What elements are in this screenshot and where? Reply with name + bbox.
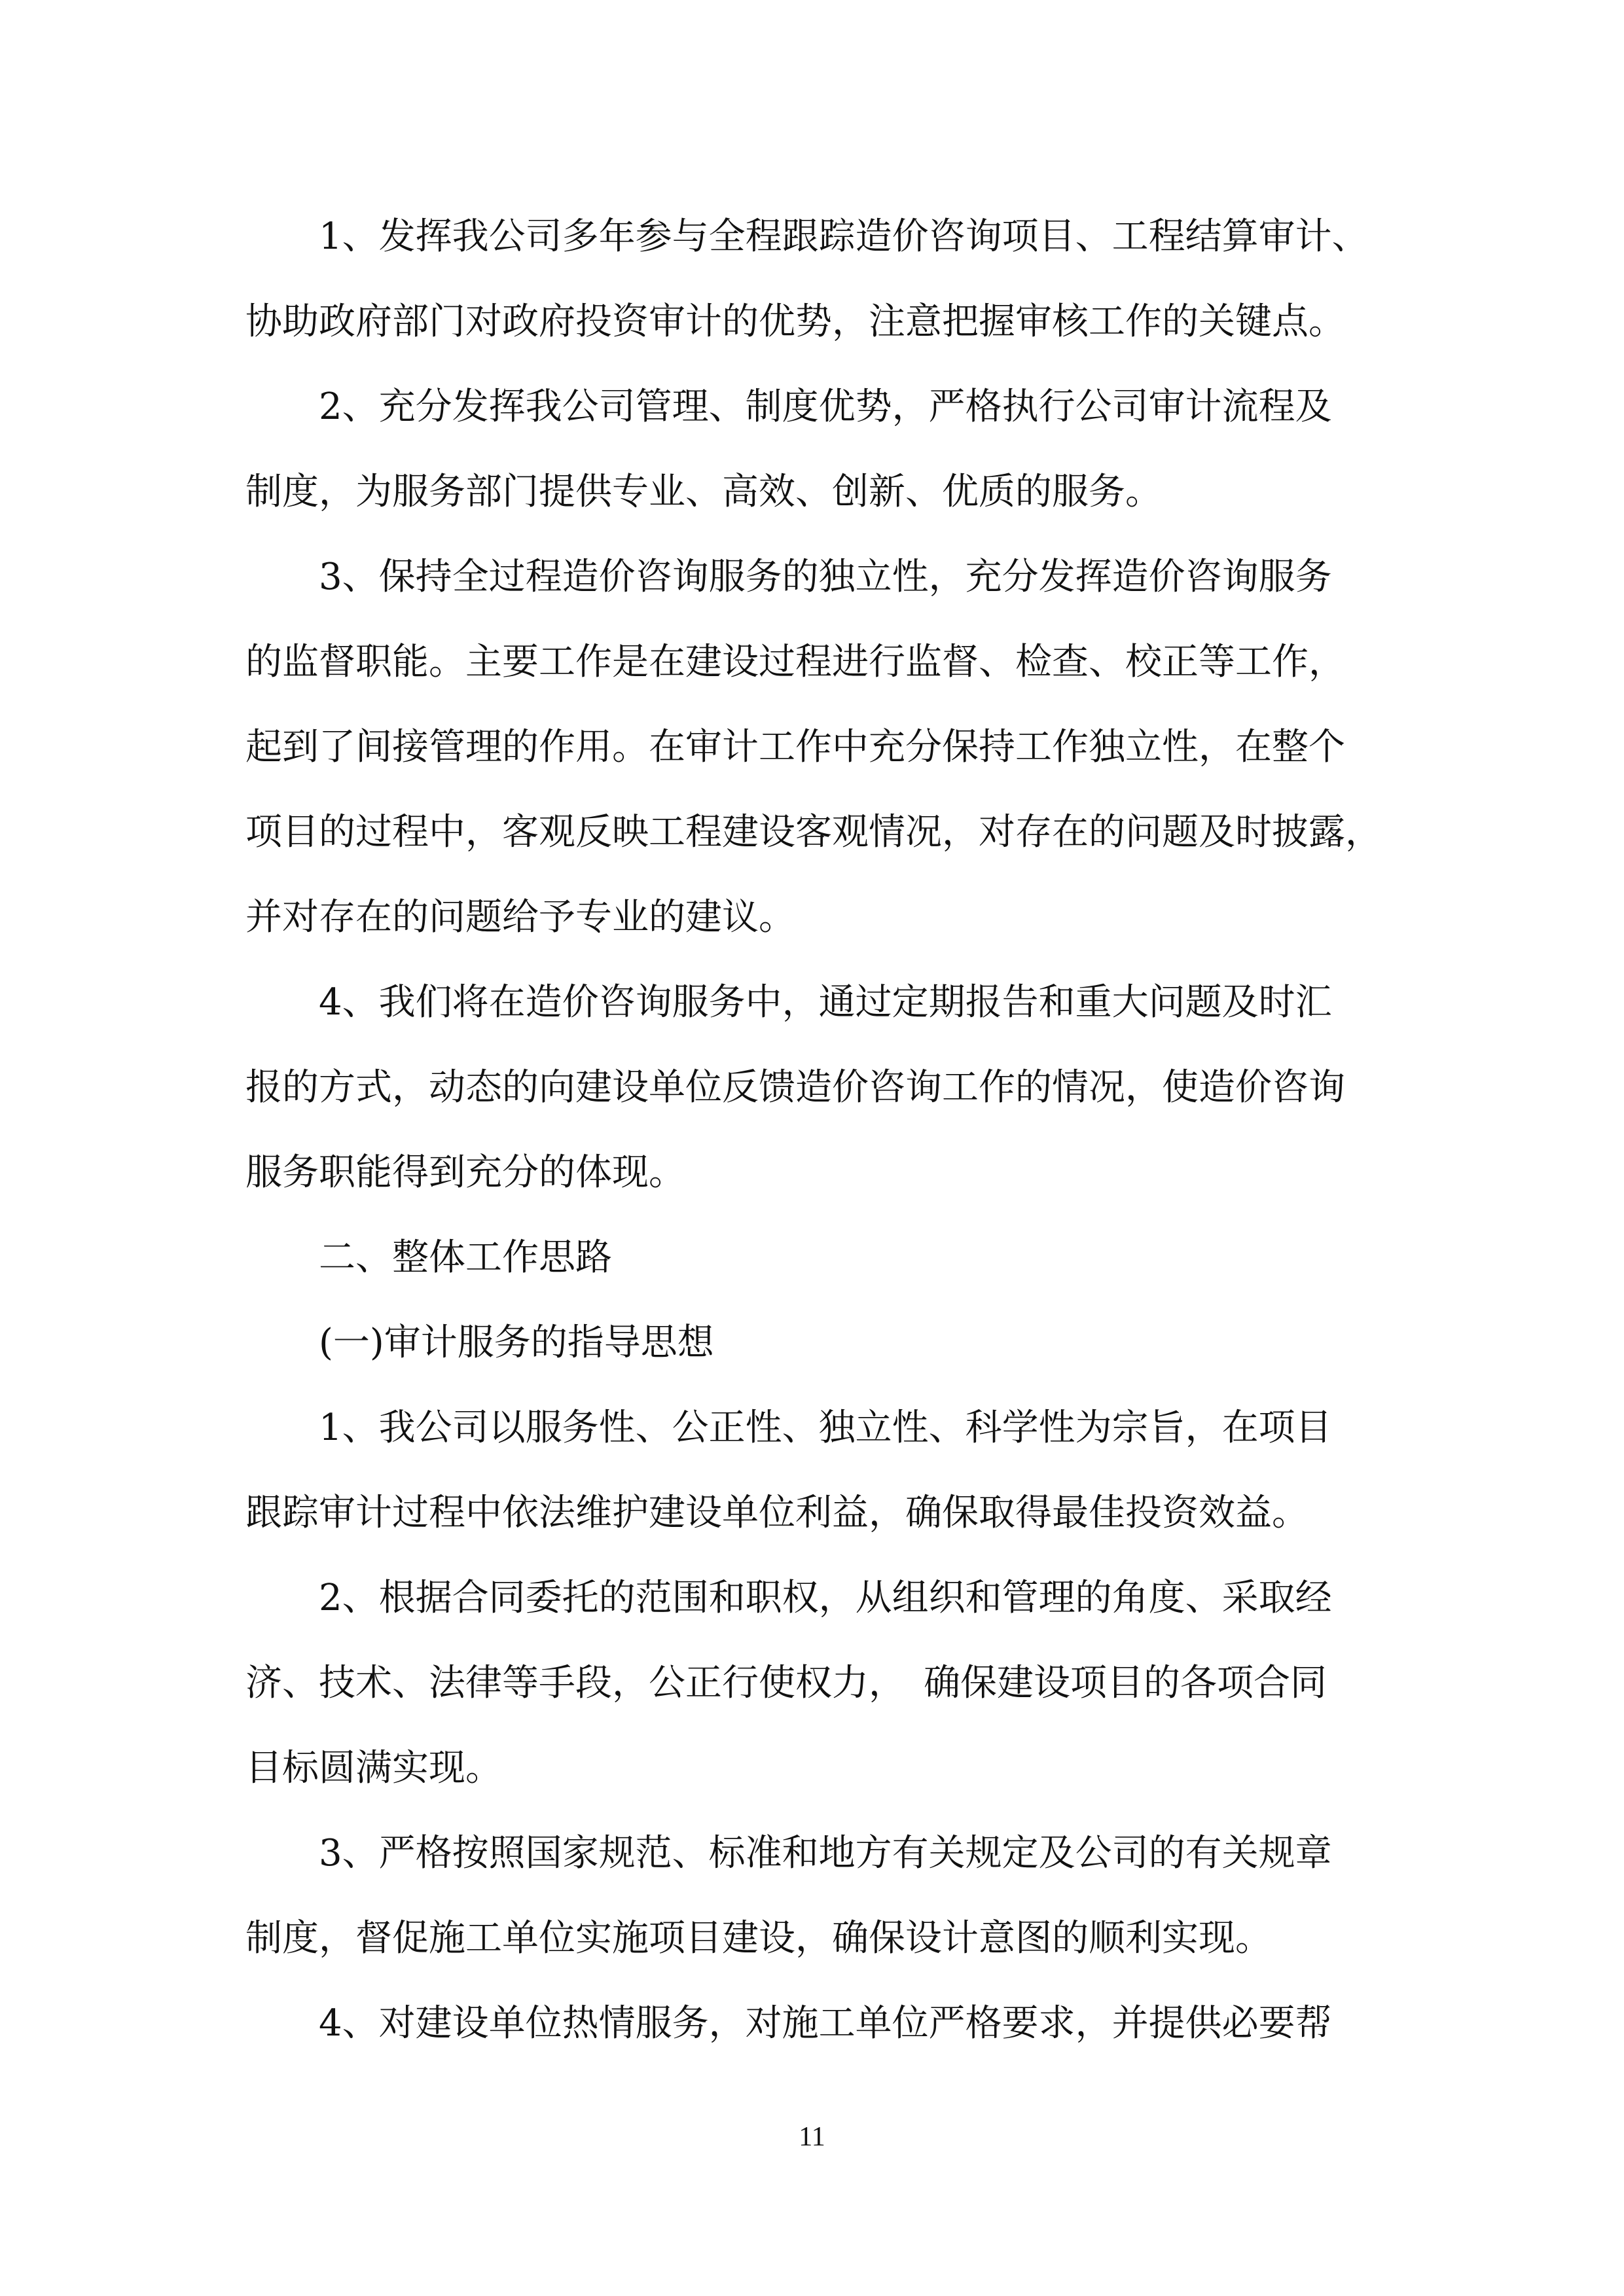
paragraph-line: 2、根据合同委托的范围和职权，从组织和管理的角度、采取经 (245, 1577, 1332, 1619)
paragraph-line: 的监督职能。主要工作是在建设过程进行监督、检查、校正等工作， (245, 641, 1345, 683)
paragraph-line: 报的方式，动态的向建设单位反馈造价咨询工作的情况，使造价咨询 (245, 1066, 1345, 1109)
paragraph-line: 协助政府部门对政府投资审计的优势，注意把握审核工作的关键点。 (245, 300, 1345, 343)
paragraph-line: 2、充分发挥我公司管理、制度优势，严格执行公司审计流程及 (245, 386, 1332, 428)
page-number: 11 (799, 2122, 825, 2152)
paragraph-line: 跟踪审计过程中依法维护建设单位利益，确保取得最佳投资效益。 (245, 1492, 1308, 1534)
paragraph-line: 4、对建设单位热情服务，对施工单位严格要求，并提供必要帮 (245, 2002, 1332, 2045)
paragraph-line: 1、我公司以服务性、公正性、独立性、科学性为宗旨，在项目 (245, 1407, 1332, 1449)
paragraph-line: 济、技术、法律等手段，公正行使权力， 确保建设项目的各项合同 (245, 1662, 1327, 1704)
paragraph-line: 制度，为服务部门提供专业、高效、创新、优质的服务。 (245, 471, 1162, 513)
paragraph-line: 4、我们将在造价咨询服务中，通过定期报告和重大问题及时汇 (245, 981, 1332, 1024)
paragraph-line: 起到了间接管理的作用。在审计工作中充分保持工作独立性，在整个 (245, 726, 1345, 768)
paragraph-line: 项目的过程中，客观反映工程建设客观情况，对存在的问题及时披露， (245, 811, 1382, 853)
paragraph-line: 3、保持全过程造价咨询服务的独立性，充分发挥造价咨询服务 (245, 556, 1332, 598)
paragraph-line: 目标圆满实现。 (245, 1747, 502, 1789)
paragraph-line: 1、发挥我公司多年参与全程跟踪造价咨询项目、工程结算审计、 (245, 215, 1369, 258)
paragraph-line: 并对存在的问题给予专业的建议。 (245, 896, 795, 939)
subsection-heading: (一)审计服务的指导思想 (245, 1321, 714, 1364)
paragraph-line: 制度，督促施工单位实施项目建设，确保设计意图的顺利实现。 (245, 1917, 1272, 1960)
paragraph-line: 服务职能得到充分的体现。 (245, 1151, 685, 1194)
section-heading: 二、整体工作思路 (245, 1236, 612, 1279)
paragraph-line: 3、严格按照国家规范、标准和地方有关规定及公司的有关规章 (245, 1832, 1332, 1874)
